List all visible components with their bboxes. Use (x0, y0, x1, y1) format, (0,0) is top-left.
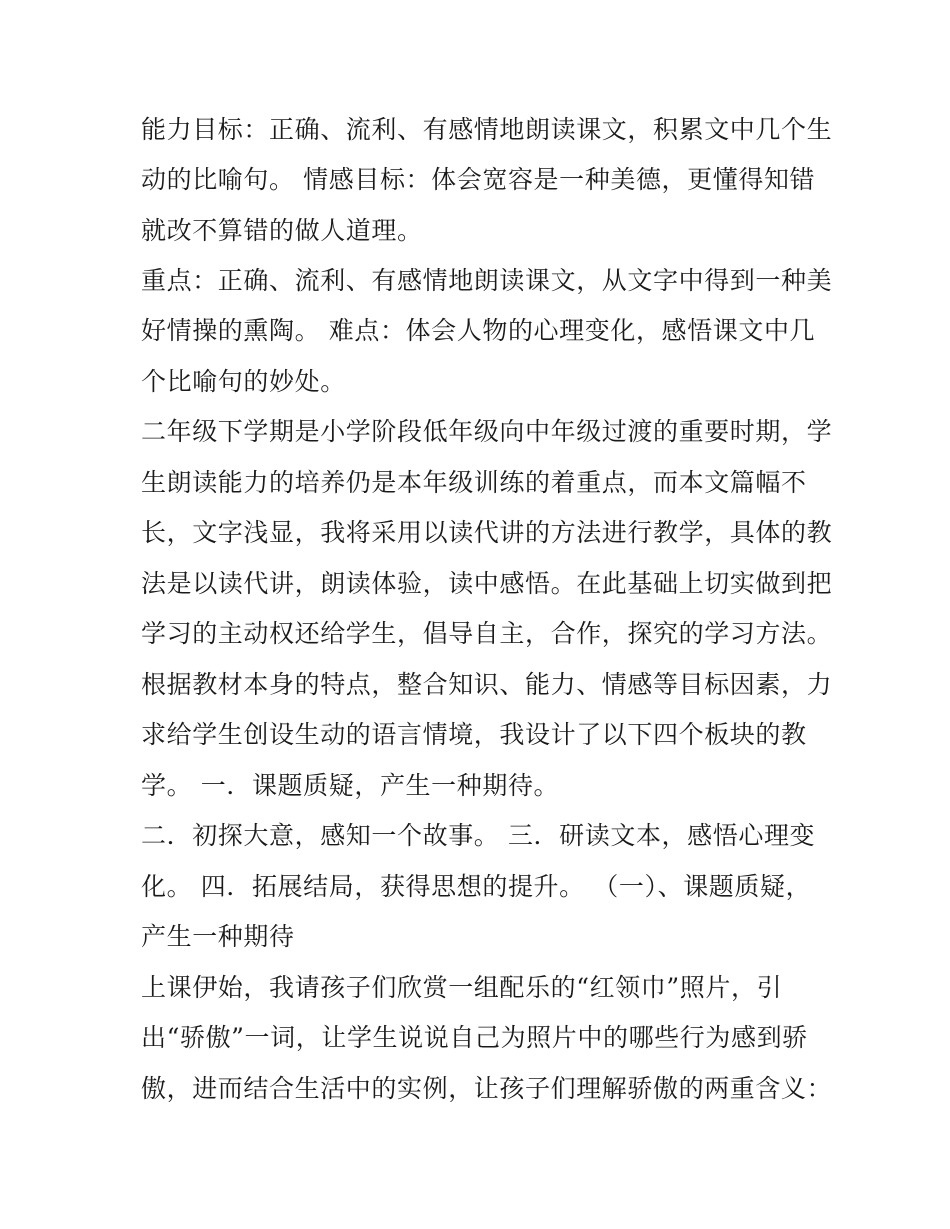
text-line: 产生一种期待 (141, 922, 295, 951)
text-line: 学。 一．课题质疑，产生一种期待。 (141, 771, 560, 800)
text-line: 学习的主动权还给学生，倡导自主，合作，探究的学习方法。 (141, 619, 833, 648)
text-line: 个比喻句的妙处。 (141, 367, 346, 396)
text-line: 化。 四．拓展结局，获得思想的提升。 （一）、课题质疑， (141, 872, 812, 901)
text-line: 二年级下学期是小学阶段低年级向中年级过渡的重要时期，学 (141, 417, 833, 446)
text-line: 求给学生创设生动的语言情境，我设计了以下四个板块的教 (141, 720, 807, 749)
text-line: 生朗读能力的培养仍是本年级训练的着重点，而本文篇幅不 (141, 468, 807, 497)
text-line: 能力目标：正确、流利、有感情地朗读课文，积累文中几个生 (141, 115, 833, 144)
text-line: 二．初探大意，感知一个故事。 三．研读文本，感悟心理变 (141, 821, 816, 850)
text-line: 好情操的熏陶。 难点：体会人物的心理变化，感悟课文中几 (141, 316, 816, 345)
text-line: 动的比喻句。 情感目标：体会宽容是一种美德，更懂得知错 (141, 165, 816, 194)
text-line: 就改不算错的做人道理。 (141, 216, 423, 245)
text-line: 法是以读代讲，朗读体验，读中感悟。在此基础上切实做到把 (141, 569, 833, 598)
text-line: 长，文字浅显，我将采用以读代讲的方法进行教学，具体的教 (141, 518, 833, 547)
text-line: 出“骄傲”一词，让学生说说自己为照片中的哪些行为感到骄 (141, 1023, 808, 1052)
text-line: 根据教材本身的特点，整合知识、能力、情感等目标因素，力 (141, 670, 833, 699)
text-line: 傲，进而结合生活中的实例，让孩子们理解骄傲的两重含义： (141, 1074, 833, 1103)
text-line: 重点：正确、流利、有感情地朗读课文，从文字中得到一种美 (141, 266, 833, 295)
text-line: 上课伊始，我请孩子们欣赏一组配乐的“红领巾”照片，引 (141, 973, 783, 1002)
